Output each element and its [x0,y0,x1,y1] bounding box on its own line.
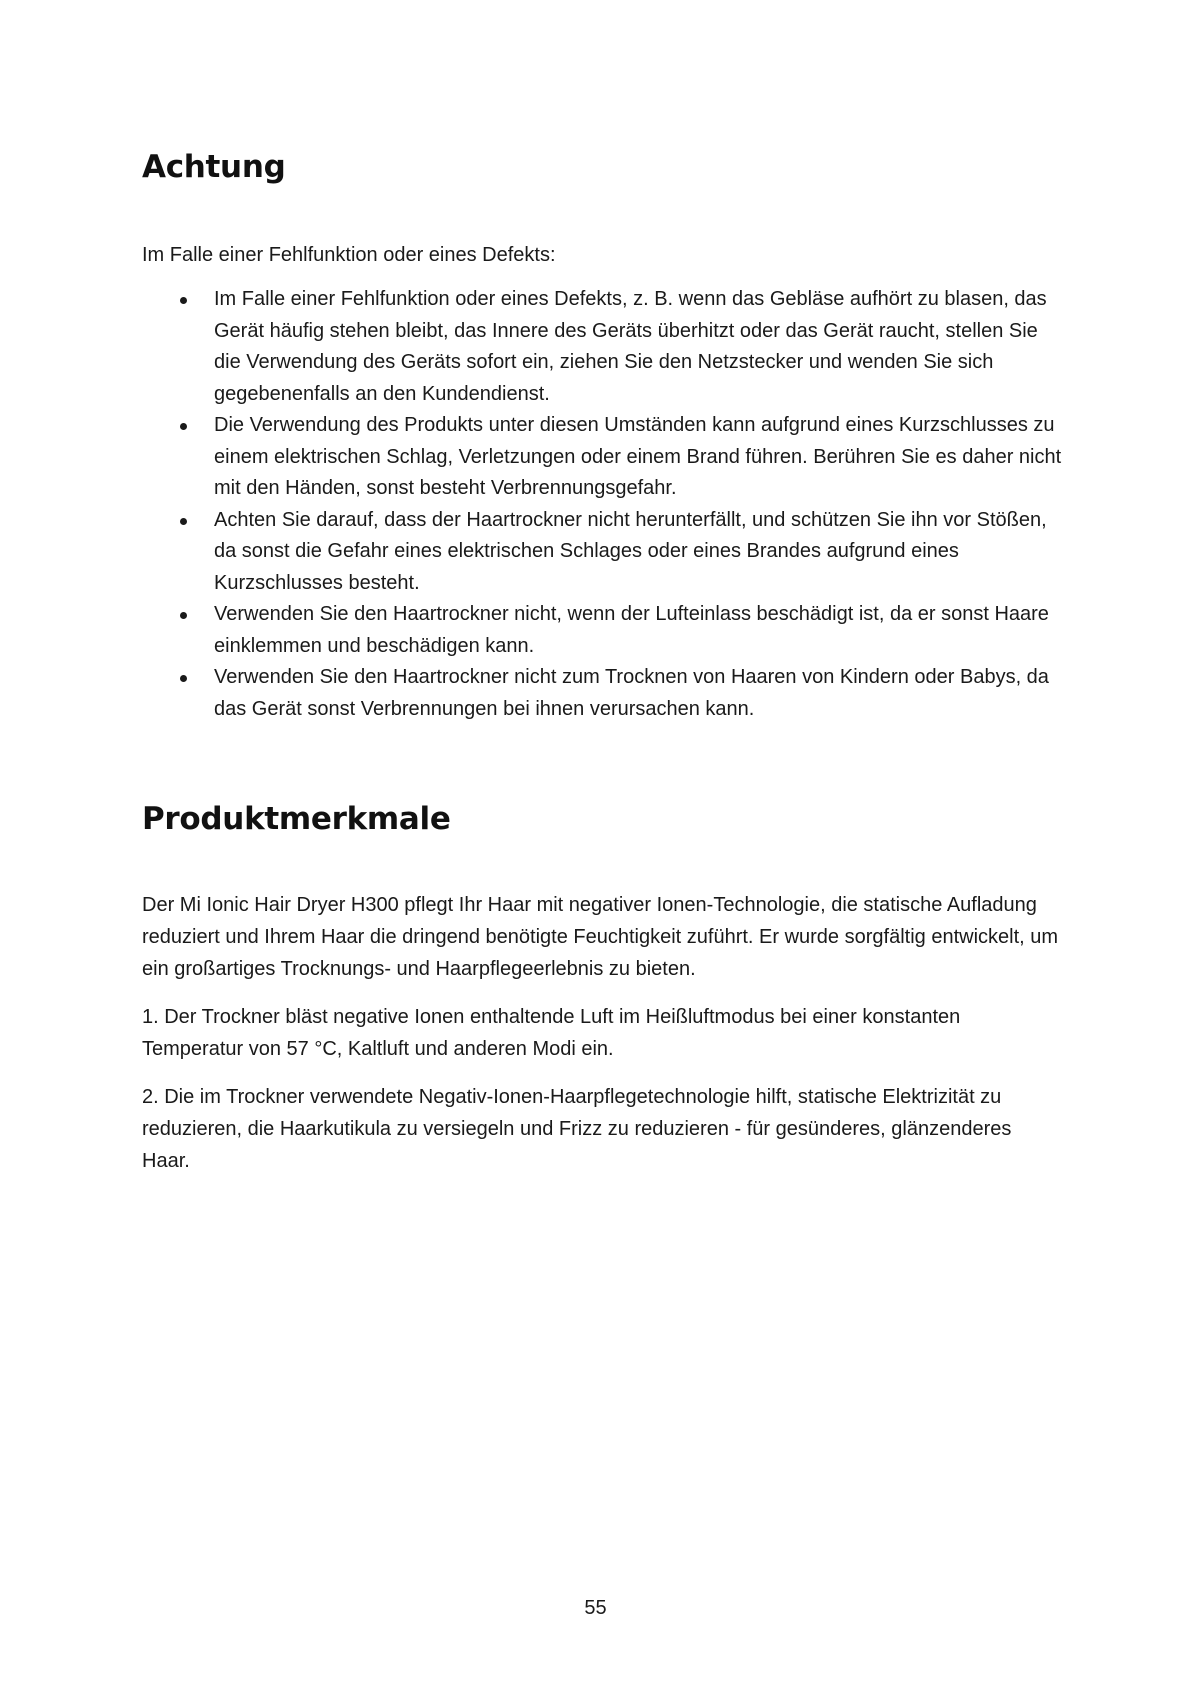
intro-text: Im Falle einer Fehlfunktion oder eines Defekts: [142,244,556,266]
list-item [142,662,1062,725]
list-item [142,410,1062,505]
list-item-text: Verwenden Sie den Haartrockner nicht zum Trocknen von Haaren von Kindern oder Babys, da das Gerät sonst Verbrennungen bei ihnen verursachen kann. [214,666,1049,720]
list-item [142,284,1062,410]
warning-list [142,284,1062,725]
section-heading-achtung: Achtung [142,149,286,185]
list-item [142,505,1062,600]
bullet-icon [180,675,187,682]
list-item-text: Verwenden Sie den Haartrockner nicht, wenn der Lufteinlass beschädigt ist, da er sonst Haare einklemmen und beschädigen kann. [214,603,1049,657]
list-item-text: Im Falle einer Fehlfunktion oder eines Defekts, z. B. wenn das Gebläse aufhört zu blasen, das Gerät häufig stehen bleibt, das Innere des Geräts überhitzt oder das Gerät raucht, stellen Sie die Verwendung des Geräts sofort ein, ziehen Sie den Netzstecker und wenden Sie sich gegebenenfalls an den Kundendienst. [214,288,1047,405]
list-item [142,599,1062,662]
list-item-text: Die Verwendung des Produkts unter diesen Umständen kann aufgrund eines Kurzschlusses zu einem elektrischen Schlag, Verletzungen oder einem Brand führen. Berühren Sie es daher nicht mit den Händen, sonst besteht Verbrennungsgefahr. [214,414,1062,499]
paragraph-feature-2: 2. Die im Trockner verwendete Negativ-Ionen-Haarpflegetechnologie hilft, statische Elektrizität zu reduzieren, die Haarkutikula zu versiegeln und Frizz zu reduzieren - für gesünderes, glänzenderes Haar. [142,1086,1012,1172]
paragraph-feature-1: 1. Der Trockner bläst negative Ionen enthaltende Luft im Heißluftmodus bei einer konstanten Temperatur von 57 °C, Kaltluft und anderen Modi ein. [142,1006,961,1060]
bullet-icon [180,612,187,619]
bullet-icon [180,423,187,430]
page-number: 55 [584,1597,607,1619]
bullet-icon [180,297,187,304]
bullet-icon [180,518,187,525]
paragraph-intro: Der Mi Ionic Hair Dryer H300 pflegt Ihr Haar mit negativer Ionen-Technologie, die statische Aufladung reduziert und Ihrem Haar die dringend benötigte Feuchtigkeit zuführt. Er wurde sorgfältig entwickelt, um ein großartiges Trocknungs- und Haarpflegeerlebnis zu bieten. [142,894,1059,980]
section-heading-produktmerkmale: Produktmerkmale [142,801,451,837]
list-item-text: Achten Sie darauf, dass der Haartrockner nicht herunterfällt, und schützen Sie ihn vor Stößen, da sonst die Gefahr eines elektrischen Schlages oder eines Brandes aufgrund eines Kurzschlusses besteht. [214,508,1047,594]
